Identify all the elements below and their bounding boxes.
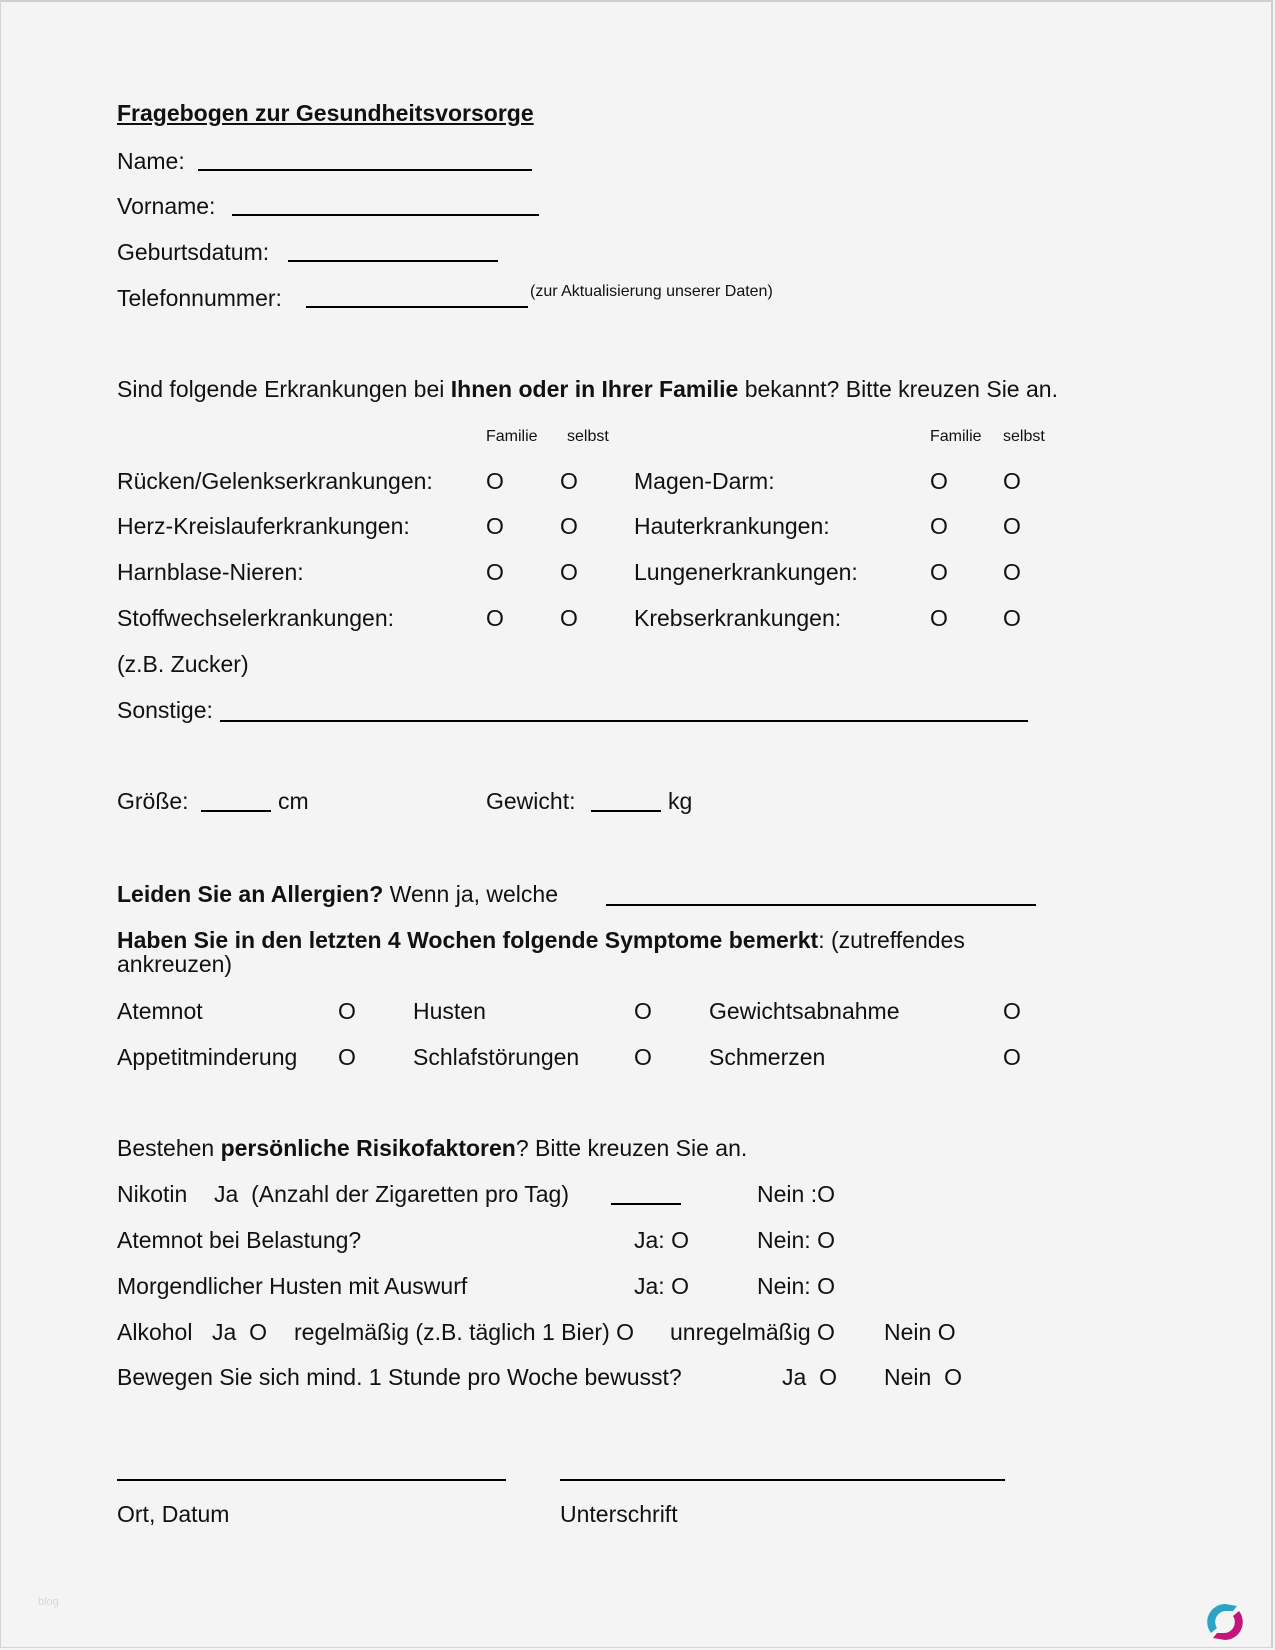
atemnot-belastung-label: Atemnot bei Belastung? bbox=[117, 1227, 362, 1253]
husten-auswurf-nein[interactable]: Nein: O bbox=[757, 1273, 835, 1299]
zigaretten-field[interactable] bbox=[611, 1203, 681, 1205]
nikotin-label: Nikotin bbox=[117, 1181, 188, 1207]
checkbox-atemnot[interactable]: O bbox=[338, 998, 356, 1024]
risk-question-pre: Bestehen bbox=[117, 1135, 221, 1161]
disease-right-0: Magen-Darm: bbox=[634, 468, 775, 494]
checkbox-magen-selbst[interactable]: O bbox=[1003, 468, 1021, 494]
checkbox-gewichtsabnahme[interactable]: O bbox=[1003, 998, 1021, 1024]
name-field[interactable] bbox=[198, 169, 532, 171]
bewegung-nein[interactable]: Nein O bbox=[884, 1364, 962, 1390]
checkbox-herz-familie[interactable]: O bbox=[486, 513, 504, 539]
telefon-label: Telefonnummer: bbox=[117, 285, 282, 311]
name-label: Name: bbox=[117, 148, 185, 174]
groesse-unit: cm bbox=[278, 788, 309, 814]
col-selbst-right: selbst bbox=[1003, 428, 1045, 445]
col-familie-right: Familie bbox=[930, 428, 982, 445]
symptom-schlafstoerungen: Schlafstörungen bbox=[413, 1044, 580, 1070]
checkbox-appetitminderung[interactable]: O bbox=[338, 1044, 356, 1070]
symptoms-question bbox=[117, 926, 965, 954]
checkbox-lunge-selbst[interactable]: O bbox=[1003, 559, 1021, 585]
checkbox-lunge-familie[interactable]: O bbox=[930, 559, 948, 585]
diseases-question-bold: Ihnen oder in Ihrer Familie bbox=[450, 376, 739, 402]
disease-right-3: Krebserkrankungen: bbox=[634, 605, 842, 631]
symptom-gewichtsabnahme: Gewichtsabnahme bbox=[709, 998, 900, 1024]
diseases-question bbox=[117, 375, 1058, 403]
checkbox-harnblase-familie[interactable]: O bbox=[486, 559, 504, 585]
nikotin-nein[interactable]: Nein :O bbox=[757, 1181, 835, 1207]
checkbox-ruecken-selbst[interactable]: O bbox=[560, 468, 578, 494]
symptoms-question-line2: ankreuzen) bbox=[117, 951, 233, 977]
diseases-question-post: bekannt? Bitte kreuzen Sie an. bbox=[738, 376, 1058, 402]
checkbox-ruecken-familie[interactable]: O bbox=[486, 468, 504, 494]
bewegung-ja[interactable]: Ja O bbox=[782, 1364, 837, 1390]
disease-left-0: Rücken/Gelenkserkrankungen: bbox=[117, 468, 433, 494]
risk-question bbox=[117, 1134, 747, 1162]
geburtsdatum-field[interactable] bbox=[288, 260, 498, 262]
risk-question-post: ? Bitte kreuzen Sie an. bbox=[515, 1135, 748, 1161]
stoffwechsel-note: (z.B. Zucker) bbox=[117, 651, 249, 677]
disease-left-1: Herz-Kreislauferkrankungen: bbox=[117, 513, 410, 539]
husten-auswurf-label: Morgendlicher Husten mit Auswurf bbox=[117, 1273, 468, 1299]
atemnot-belastung-ja[interactable]: Ja: O bbox=[634, 1227, 689, 1253]
sonstige-field[interactable] bbox=[220, 720, 1028, 722]
symptom-husten: Husten bbox=[413, 998, 486, 1024]
symptom-appetitminderung: Appetitminderung bbox=[117, 1044, 298, 1070]
checkbox-krebs-selbst[interactable]: O bbox=[1003, 605, 1021, 631]
geburtsdatum-label: Geburtsdatum: bbox=[117, 239, 270, 265]
watermark-text: blog bbox=[38, 1596, 59, 1608]
vorname-field[interactable] bbox=[232, 214, 539, 216]
symptoms-question-bold: Haben Sie in den letzten 4 Wochen folgende Symptome bemerkt bbox=[117, 927, 819, 953]
disease-left-2: Harnblase-Nieren: bbox=[117, 559, 304, 585]
diseases-question-pre: Sind folgende Erkrankungen bei bbox=[117, 376, 451, 402]
symptoms-question-rest: : (zutreffendes bbox=[818, 927, 965, 953]
vorname-label: Vorname: bbox=[117, 193, 216, 219]
allergies-question-bold: Leiden Sie an Allergien? bbox=[117, 881, 384, 907]
ort-datum-label: Ort, Datum bbox=[117, 1501, 230, 1527]
unterschrift-field[interactable] bbox=[560, 1479, 1005, 1481]
husten-auswurf-ja[interactable]: Ja: O bbox=[634, 1273, 689, 1299]
sonstige-label: Sonstige: bbox=[117, 697, 213, 723]
checkbox-haut-selbst[interactable]: O bbox=[1003, 513, 1021, 539]
disease-right-1: Hauterkrankungen: bbox=[634, 513, 830, 539]
checkbox-herz-selbst[interactable]: O bbox=[560, 513, 578, 539]
alkohol-ja[interactable]: Ja O bbox=[212, 1319, 267, 1345]
bewegung-label: Bewegen Sie sich mind. 1 Stunde pro Woche bewusst? bbox=[117, 1364, 682, 1390]
groesse-label: Größe: bbox=[117, 788, 189, 814]
refresh-logo-icon bbox=[1203, 1600, 1247, 1644]
alkohol-nein[interactable]: Nein O bbox=[884, 1319, 956, 1345]
checkbox-husten[interactable]: O bbox=[634, 998, 652, 1024]
groesse-field[interactable] bbox=[201, 810, 271, 812]
checkbox-schmerzen[interactable]: O bbox=[1003, 1044, 1021, 1070]
checkbox-harnblase-selbst[interactable]: O bbox=[560, 559, 578, 585]
disease-right-2: Lungenerkrankungen: bbox=[634, 559, 858, 585]
ort-datum-field[interactable] bbox=[117, 1479, 506, 1481]
alkohol-unregelmaessig[interactable]: unregelmäßig O bbox=[670, 1319, 835, 1345]
col-familie-left: Familie bbox=[486, 428, 538, 445]
gewicht-unit: kg bbox=[668, 788, 693, 814]
symptom-schmerzen: Schmerzen bbox=[709, 1044, 826, 1070]
col-selbst-left: selbst bbox=[567, 428, 609, 445]
gewicht-field[interactable] bbox=[591, 810, 661, 812]
alkohol-regelmaessig[interactable]: regelmäßig (z.B. täglich 1 Bier) O bbox=[294, 1319, 635, 1345]
atemnot-belastung-nein[interactable]: Nein: O bbox=[757, 1227, 835, 1253]
allergies-question bbox=[117, 880, 558, 908]
risk-question-bold: persönliche Risikofaktoren bbox=[220, 1135, 516, 1161]
allergies-question-rest: Wenn ja, welche bbox=[383, 881, 558, 907]
allergies-field[interactable] bbox=[606, 904, 1036, 906]
telefon-field[interactable] bbox=[306, 306, 528, 308]
gewicht-label: Gewicht: bbox=[486, 788, 576, 814]
checkbox-schlafstoerungen[interactable]: O bbox=[634, 1044, 652, 1070]
symptom-atemnot: Atemnot bbox=[117, 998, 203, 1024]
unterschrift-label: Unterschrift bbox=[560, 1501, 678, 1527]
alkohol-label: Alkohol bbox=[117, 1319, 193, 1345]
checkbox-krebs-familie[interactable]: O bbox=[930, 605, 948, 631]
checkbox-magen-familie[interactable]: O bbox=[930, 468, 948, 494]
checkbox-haut-familie[interactable]: O bbox=[930, 513, 948, 539]
nikotin-ja: Ja (Anzahl der Zigaretten pro Tag) bbox=[214, 1181, 569, 1207]
checkbox-stoffwechsel-selbst[interactable]: O bbox=[560, 605, 578, 631]
disease-left-3: Stoffwechselerkrankungen: bbox=[117, 605, 395, 631]
checkbox-stoffwechsel-familie[interactable]: O bbox=[486, 605, 504, 631]
telefon-note: (zur Aktualisierung unserer Daten) bbox=[530, 283, 773, 300]
form-title: Fragebogen zur Gesundheitsvorsorge bbox=[117, 100, 534, 126]
